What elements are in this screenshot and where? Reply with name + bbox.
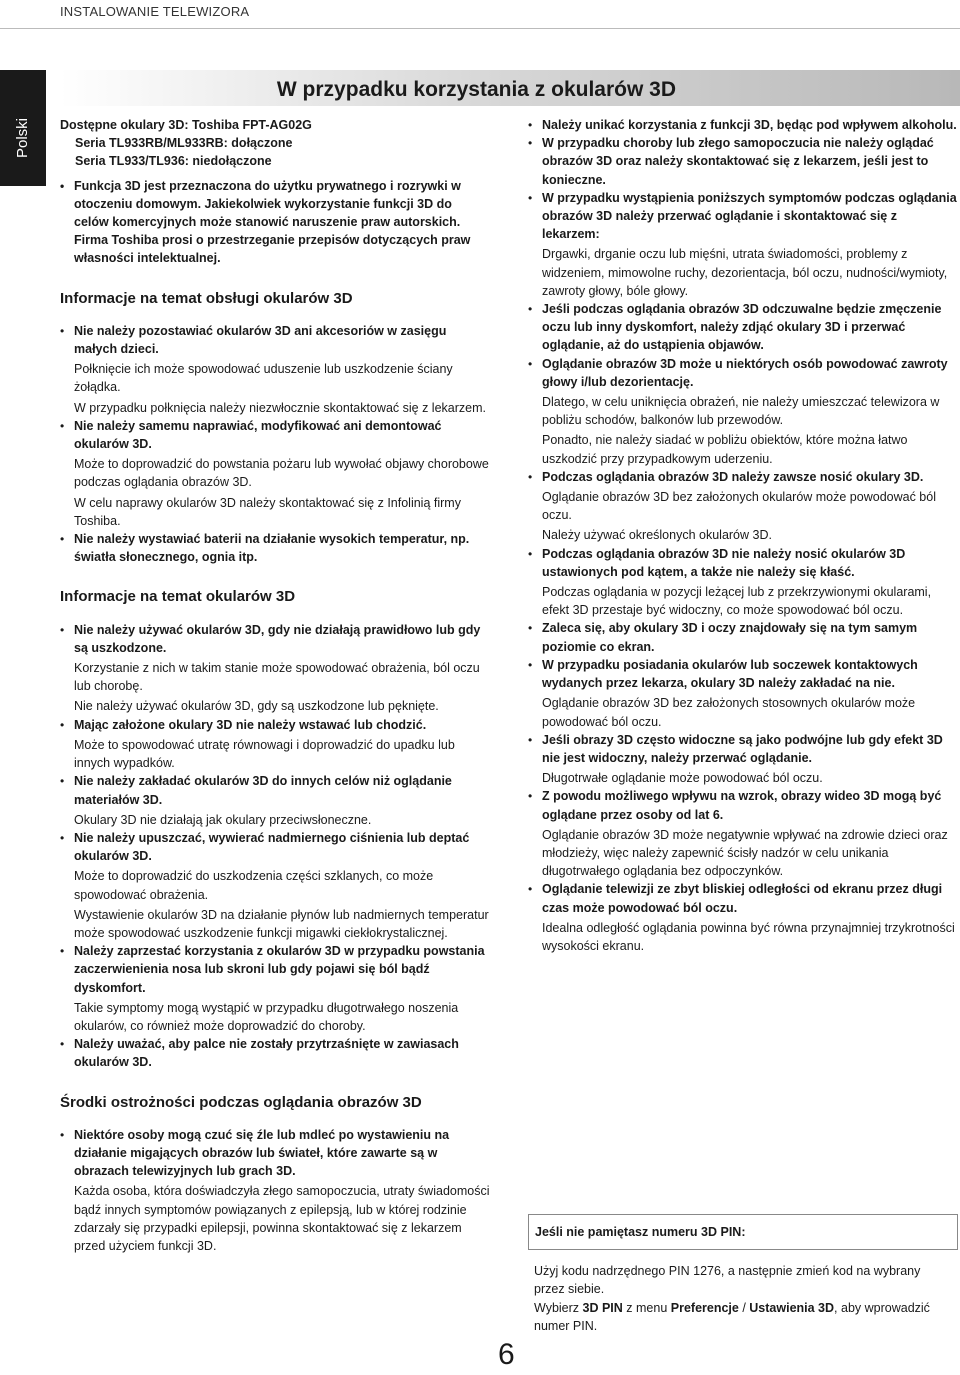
section-title-precautions: Środki ostrożności podczas oglądania obrazów 3D xyxy=(60,1093,422,1111)
list-item xyxy=(528,468,958,545)
item-body: Może to doprowadzić do powstania pożaru lub wywołać objawy chorobowe podczas oglądania obrazów 3D. xyxy=(74,457,489,490)
page-number: 6 xyxy=(498,1338,515,1371)
glasses-list xyxy=(60,621,490,1072)
item-body: Takie symptomy mogą wystąpić w przypadku długotrwałego noszenia okularów, co również może doprowadzić do choroby. xyxy=(74,1000,459,1033)
glasses-intro-line: Seria TL933RB/ML933RB: dołączone xyxy=(75,136,293,151)
pin-text: Wybierz xyxy=(534,1300,583,1315)
item-head: • Niektóre osoby mogą czuć się źle lub mdleć po wystawieniu na działanie migających obrazów lub świateł, które zawarte są w obrazach telewizyjnych lub grach 3D. xyxy=(74,1127,450,1179)
item-head: • Mając założone okulary 3D nie należy wstawać lub chodzić. xyxy=(74,717,427,732)
item-body: W celu naprawy okularów 3D należy skontaktować się z Infolinią firmy Toshiba. xyxy=(74,495,461,528)
item-head: • Nie należy pozostawiać okularów 3D ani akcesoriów w zasięgu małych dzieci. xyxy=(74,323,447,357)
item-body: Okulary 3D nie działają jak okulary przeciwsłoneczne. xyxy=(74,812,372,827)
item-body: Połknięcie ich może spowodować uduszenie lub uszkodzenie ściany żołądka. xyxy=(74,362,453,395)
item-body: Może to spowodować utratę równowagi i doprowadzić do upadku lub innych wypadków. xyxy=(74,737,455,771)
list-item xyxy=(528,134,958,189)
item-head: • Nie należy zakładać okularów 3D do innych celów niż oglądanie materiałów 3D. xyxy=(74,774,452,807)
list-item xyxy=(528,189,958,300)
list-item xyxy=(528,787,958,880)
item-head: • Oglądanie obrazów 3D może u niektórych osób powodować zawroty głowy i/lub dezorientację. xyxy=(542,356,948,389)
list-item xyxy=(60,1035,490,1071)
item-head: • Należy uważać, aby palce nie zostały przytrzaśnięte w zawiasach okularów 3D. xyxy=(74,1037,459,1070)
warnings-list xyxy=(528,116,958,955)
pin-info-box xyxy=(528,1214,958,1335)
item-head: • Z powodu możliwego wpływu na wzrok, obrazy wideo 3D mogą być oglądane przez osoby od lat 6. xyxy=(542,789,942,822)
list-item xyxy=(60,942,490,1035)
page-title: W przypadku korzystania z okularów 3D xyxy=(276,78,676,101)
list-item xyxy=(528,545,958,620)
item-head: • W przypadku choroby lub złego samopoczucia nie należy oglądać obrazów 3D oraz należy skontaktować się z lekarzem, jeśli jest to konieczne. xyxy=(542,136,934,187)
list-item xyxy=(60,322,490,417)
item-body: Idealna odległość oglądania powinna być równa przynajmniej trzykrotności wysokości ekranu. xyxy=(542,920,955,953)
right-column xyxy=(528,116,958,955)
pin-text: , aby wprowadzić numer PIN. xyxy=(534,1300,930,1333)
item-body: Długotrwałe oglądanie może powodować ból oczu. xyxy=(542,771,823,786)
item-body: Podczas oglądania w pozycji leżącej lub z przekrzywionymi okularami, efekt 3D przestaje być widoczny, co może spowodować ból oczu. xyxy=(542,585,932,618)
list-item xyxy=(60,829,490,942)
glasses-intro-line: Seria TL933/TL936: niedołączone xyxy=(75,154,272,169)
item-body: Nie należy używać okularów 3D, gdy są uszkodzone lub pęknięte. xyxy=(74,699,439,714)
item-body: Ponadto, nie należy siadać w pobliżu obiektów, które można łatwo uszkodzić przy przypadkowym uderzeniu. xyxy=(542,433,908,466)
glasses-intro xyxy=(60,116,490,171)
list-item xyxy=(528,300,958,355)
item-head: • Jeśli podczas oglądania obrazów 3D odczuwalne będzie zmęczenie oczu lub inny dyskomfort, należy zdjąć okulary 3D i przerwać oglądanie, aż do ustąpienia objawów. xyxy=(542,302,942,353)
list-item xyxy=(528,619,958,655)
item-head: • Nie należy wystawiać baterii na działanie wysokich temperatur, np. światła słonecznego, ognia itp. xyxy=(74,532,470,565)
item-body: Dlatego, w celu uniknięcia obrażeń, nie należy umieszczać telewizora w pobliżu schodów, balkonów lub przewodów. xyxy=(542,395,940,428)
item-head: • Nie należy używać okularów 3D, gdy nie działają prawidłowo lub gdy są uszkodzone. xyxy=(74,622,481,655)
pin-box-title: Jeśli nie pamiętasz numeru 3D PIN: xyxy=(528,1214,958,1250)
handling-list xyxy=(60,322,490,567)
item-head: • Oglądanie telewizji ze zbyt bliskiej odległości od ekranu przez długi czas może powodować ból oczu. xyxy=(542,882,943,915)
intro-bullet: • Funkcja 3D jest przeznaczona do użytku prywatnego i rozrywki w otoczeniu domowym. Jakiekolwiek wykorzystanie funkcji 3D do celów komercyjnych może stanowić naruszenie praw autorskich. Firma Toshiba prosi o przestrzeganie przepisów dotyczących praw własności intelektualnej. xyxy=(60,177,490,268)
left-column xyxy=(60,116,490,1255)
intro-list xyxy=(60,177,490,268)
item-body: Oglądanie obrazów 3D może negatywnie wpływać na zdrowie dzieci oraz młodzieży, więc należy zapewnić ścisły nadzór w celu unikania długotrwałego oglądania bez odpoczynków. xyxy=(542,827,948,879)
item-head: • W przypadku wystąpienia poniższych symptomów podczas oglądania obrazów 3D należy przerwać oglądanie i skontaktować się z lekarzem: xyxy=(542,190,957,242)
item-body: Każda osoba, która doświadczyła złego samopoczucia, utraty świadomości bądź innych symptomów powiązanych z epilepsją, lub w której rodzinie zdarzały się przypadki epilepsji, powinna skontaktować się z lekarzem przed użyciem funkcji 3D. xyxy=(74,1184,490,1253)
item-head: • Nie należy upuszczać, wywierać nadmiernego ciśnienia lub deptać okularów 3D. xyxy=(74,830,470,864)
list-item xyxy=(60,716,490,773)
item-head: • W przypadku posiadania okularów lub soczewek kontaktowych wydanych przez lekarza, okulary 3D należy zakładać na nie. xyxy=(542,657,918,691)
item-body: Drgawki, drganie oczu lub mięśni, utrata świadomości, problemy z widzeniem, mimowolne ruchy, dezorientacja, ból oczu, nudności/wymioty, zawroty głowy, bóle głowy. xyxy=(542,247,948,298)
title-bar xyxy=(60,70,960,106)
list-item xyxy=(60,530,490,566)
item-body: Wystawienie okularów 3D na działanie płynów lub nadmiernych temperatur może spowodować uszkodzenie funkcji migawki ciekłokrystalicznej. xyxy=(74,907,489,940)
list-item xyxy=(528,656,958,731)
preferences-menu: Preferencje xyxy=(670,1300,739,1315)
section-title-glasses: Informacje na temat okularów 3D xyxy=(60,588,296,606)
item-body: Należy używać określonych okularów 3D. xyxy=(542,528,772,543)
list-item xyxy=(60,621,490,716)
item-body: Oglądanie obrazów 3D bez założonych okularów może powodować ból oczu. xyxy=(542,490,936,523)
item-body: Oglądanie obrazów 3D bez założonych stosownych okularów może powodować ból oczu. xyxy=(542,696,916,729)
language-tab-label: Polski xyxy=(14,117,31,158)
page-header xyxy=(0,0,960,29)
header-text: INSTALOWANIE TELEWIZORA xyxy=(60,4,250,19)
list-item xyxy=(528,116,958,134)
list-item xyxy=(528,355,958,468)
list-item xyxy=(528,880,958,955)
pin-box-body xyxy=(528,1250,958,1335)
item-head: • Podczas oglądania obrazów 3D nie należy nosić okularów 3D ustawionych pod kątem, a także nie należy się kłaść. xyxy=(542,546,906,579)
list-item xyxy=(60,417,490,530)
item-head: • Jeśli obrazy 3D często widoczne są jako podwójne lub gdy efekt 3D nie jest widoczny, należy przerwać oglądanie. xyxy=(542,732,943,765)
pin-text: z menu xyxy=(622,1300,671,1315)
pin-text: / xyxy=(738,1300,750,1315)
item-head: • Zaleca się, aby okulary 3D i oczy znajdowały się na tym samym poziomie co ekran. xyxy=(542,621,918,654)
item-head: • Podczas oglądania obrazów 3D należy zawsze nosić okulary 3D. xyxy=(542,469,924,484)
settings-3d-menu: Ustawienia 3D xyxy=(749,1300,835,1315)
item-head: • Nie należy samemu naprawiać, modyfikować ani demontować okularów 3D. xyxy=(74,418,442,452)
list-item xyxy=(60,772,490,829)
item-head: • Należy unikać korzystania z funkcji 3D, będąc pod wpływem alkoholu. xyxy=(542,118,957,132)
language-tab xyxy=(0,70,46,186)
item-body: W przypadku połknięcia należy niezwłocznie skontaktować się z lekarzem. xyxy=(74,400,486,415)
item-body: Korzystanie z nich w takim stanie może spowodować obrażenia, ból oczu lub chorobę. xyxy=(74,661,480,694)
pin-box-line: Użyj kodu nadrzędnego PIN 1276, a następnie zmień kod na wybrany przez siebie. xyxy=(534,1264,921,1297)
list-item xyxy=(60,1126,490,1255)
precautions-list xyxy=(60,1126,490,1255)
section-title-handling: Informacje na temat obsługi okularów 3D xyxy=(60,289,353,307)
pin-box-line xyxy=(534,1299,952,1335)
list-item xyxy=(528,731,958,788)
item-body: Może to doprowadzić do uszkodzenia części szklanych, co może spowodować obrażenia. xyxy=(74,869,434,902)
pin-menu-item: 3D PIN xyxy=(582,1300,623,1315)
item-head: • Należy zaprzestać korzystania z okularów 3D w przypadku powstania zaczerwienienia nosa lub skroni lub gdy pojawi się ból bądź dyskomfort. xyxy=(74,944,485,995)
glasses-intro-line: Dostępne okulary 3D: Toshiba FPT-AG02G xyxy=(60,118,312,132)
